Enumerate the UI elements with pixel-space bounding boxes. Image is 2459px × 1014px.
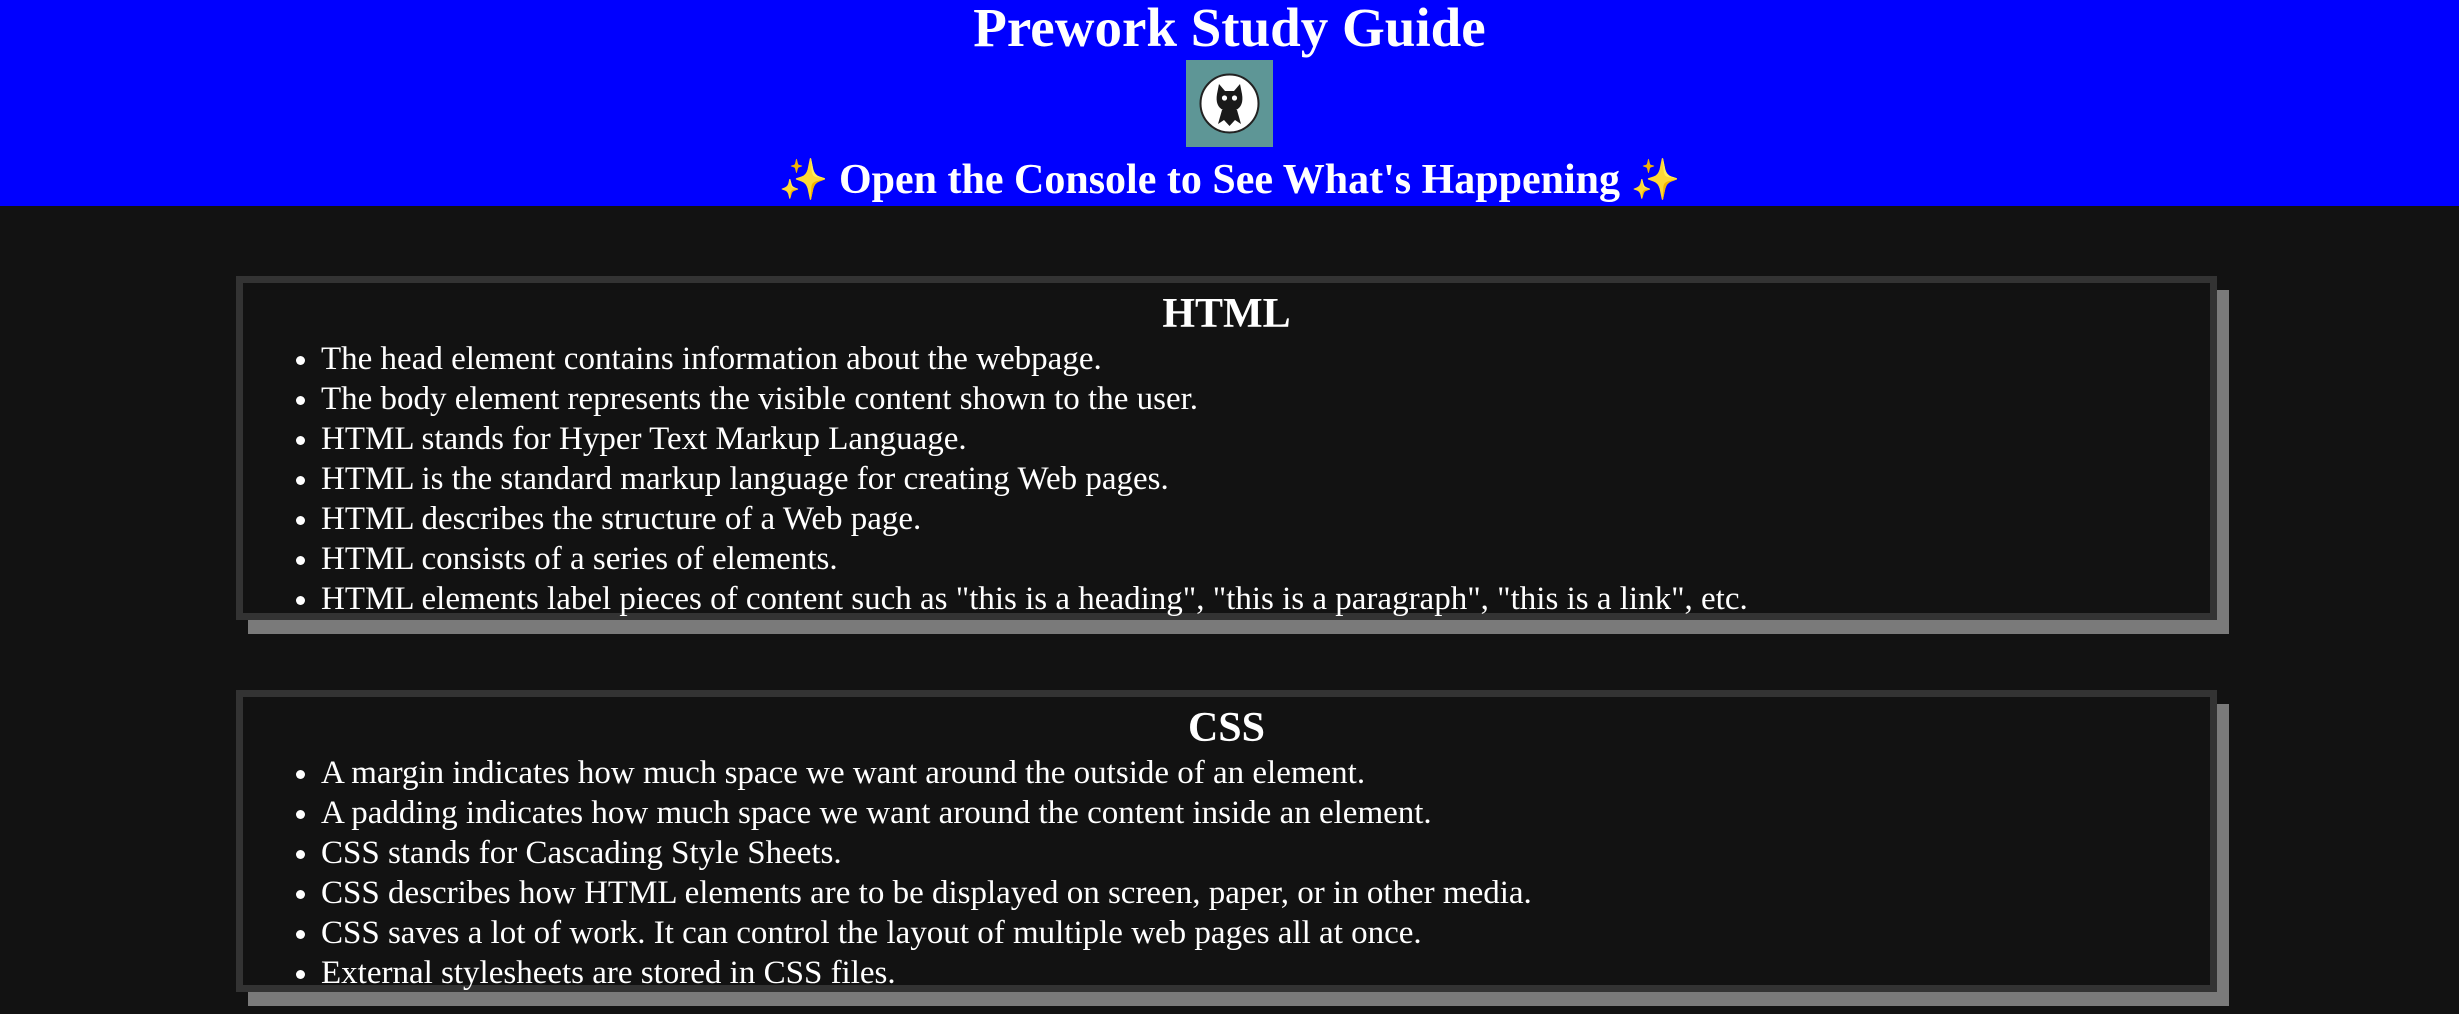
console-instruction bbox=[0, 150, 2459, 210]
list-item: • HTML consists of a series of elements. bbox=[321, 539, 2210, 579]
list-item: • The head element contains information about the webpage. bbox=[321, 339, 2210, 379]
list-item: • HTML elements label pieces of content such as "this is a heading", "this is a paragraph", "this is a link", etc. bbox=[321, 579, 2210, 619]
page-title: Prework Study Guide bbox=[973, 0, 1486, 58]
site-header bbox=[0, 0, 2459, 206]
list-item: • HTML describes the structure of a Web page. bbox=[321, 499, 2210, 539]
css-notes-list bbox=[243, 753, 2210, 993]
css-section-card bbox=[236, 690, 2217, 992]
list-item: • CSS describes how HTML elements are to be displayed on screen, paper, or in other media. bbox=[321, 873, 2210, 913]
section-heading-html: HTML bbox=[1162, 291, 1291, 337]
list-item: • A margin indicates how much space we want around the outside of an element. bbox=[321, 753, 2210, 793]
list-item: • CSS stands for Cascading Style Sheets. bbox=[321, 833, 2210, 873]
html-section-card bbox=[236, 276, 2217, 620]
list-item: • External stylesheets are stored in CSS files. bbox=[321, 953, 2210, 993]
list-item: • HTML stands for Hyper Text Markup Language. bbox=[321, 419, 2210, 459]
sparkle-icon: ✨ bbox=[1630, 157, 1681, 203]
list-item: • HTML is the standard markup language for creating Web pages. bbox=[321, 459, 2210, 499]
list-item: • The body element represents the visible content shown to the user. bbox=[321, 379, 2210, 419]
list-item: • A padding indicates how much space we want around the content inside an element. bbox=[321, 793, 2210, 833]
list-item: • CSS saves a lot of work. It can control the layout of multiple web pages all at once. bbox=[321, 913, 2210, 953]
console-instruction-text: Open the Console to See What's Happening bbox=[839, 157, 1620, 203]
sparkle-icon: ✨ bbox=[778, 157, 829, 203]
section-heading-css: CSS bbox=[1187, 705, 1266, 751]
html-notes-list bbox=[243, 339, 2210, 619]
cat-logo-icon bbox=[1186, 60, 1273, 147]
